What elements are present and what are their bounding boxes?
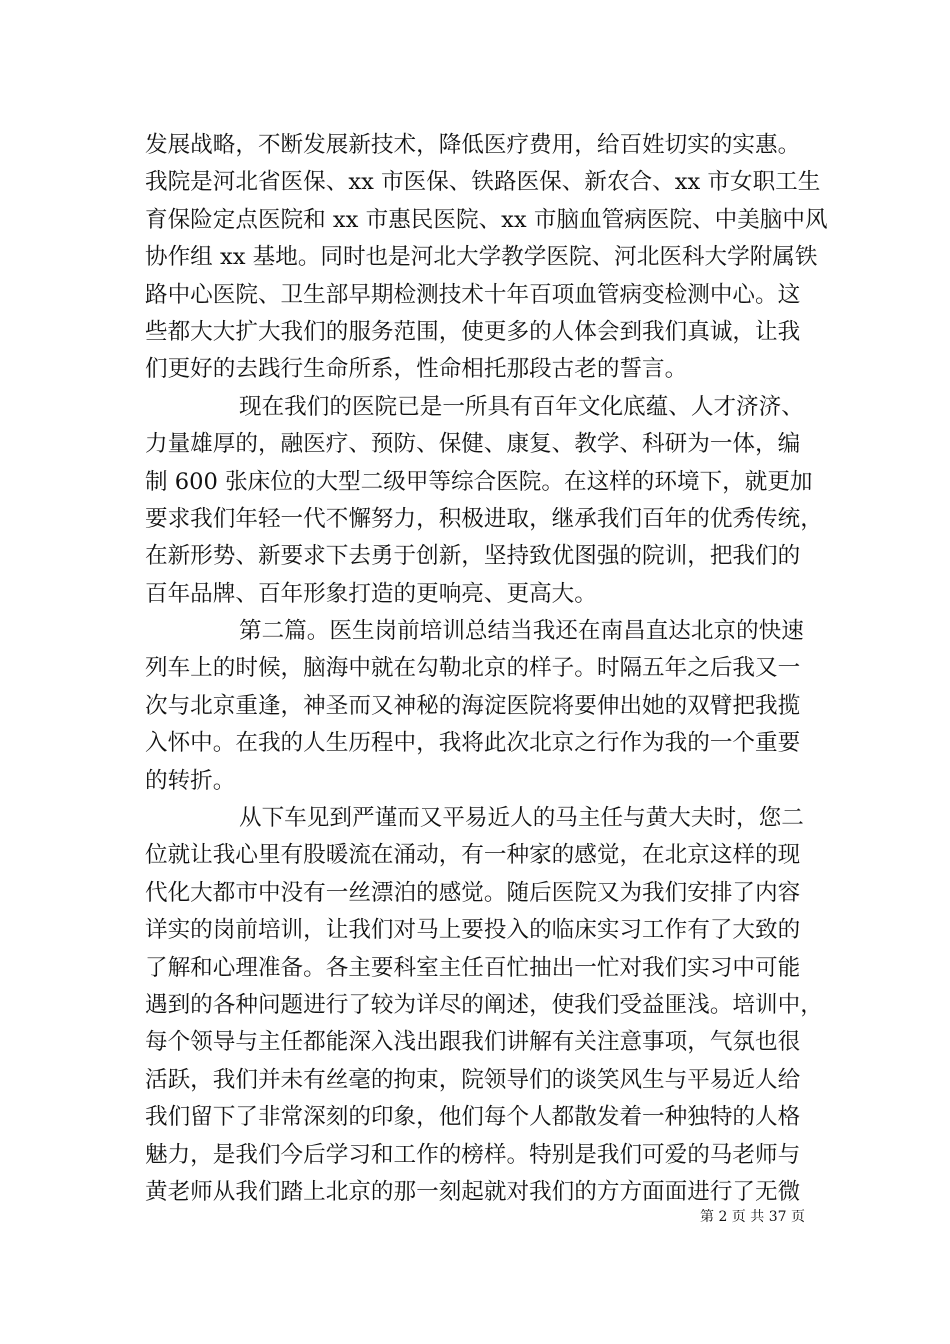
text-line: 我们留下了非常深刻的印象，他们每个人都散发着一种独特的人格 [145, 1104, 801, 1131]
text-line: 次与北京重逢，神圣而又神秘的海淀医院将要伸出她的双臂把我揽 [145, 692, 801, 719]
text-line: 从下车见到严谨而又平易近人的马主任与黄大夫时，您二 [239, 805, 804, 832]
text-line: 了解和心理准备。各主要科室主任百忙抽出一忙对我们实习中可能 [145, 954, 801, 981]
text-line: 要求我们年轻一代不懈努力，积极进取，继承我们百年的优秀传统， [145, 505, 823, 532]
text-line: 发展战略，不断发展新技术，降低医疗费用，给百姓切实的实惠。 [145, 132, 801, 158]
text-line: 黄老师从我们踏上北京的那一刻起就对我们的方方面面进行了无微 [145, 1178, 801, 1205]
text-line: 在新形势、新要求下去勇于创新，坚持致优图强的院训，把我们的 [145, 543, 801, 570]
page-footer: 第 2 页 共 37 页 [700, 1209, 805, 1225]
text-line: 魅力，是我们今后学习和工作的榜样。特别是我们可爱的马老师与 [145, 1141, 801, 1168]
text-line: 现在我们的医院已是一所具有百年文化底蕴、人才济济、 [239, 393, 804, 420]
text-line: 制 600 张床位的大型二级甲等综合医院。在这样的环境下，就更加 [145, 468, 813, 495]
text-line: 力量雄厚的，融医疗、预防、保健、康复、教学、科研为一体，编 [145, 431, 801, 458]
paragraph [145, 127, 828, 389]
text-line: 的转折。 [145, 767, 236, 794]
text-line: 活跃，我们并未有丝毫的拘束，院领导们的谈笑风生与平易近人给 [145, 1066, 801, 1093]
text-line: 代化大都市中没有一丝漂泊的感觉。随后医院又为我们安排了内容 [145, 879, 801, 906]
text-line: 些都大大扩大我们的服务范围，使更多的人体会到我们真诚，让我 [145, 318, 801, 345]
text-line: 第二篇。医生岗前培训总结当我还在南昌直达北京的快速 [239, 618, 804, 645]
text-line: 入怀中。在我的人生历程中，我将此次北京之行作为我的一个重要 [145, 730, 801, 757]
paragraph [145, 389, 823, 613]
text-line: 百年品牌、百年形象打造的更响亮、更高大。 [145, 580, 597, 607]
text-line: 遇到的各种问题进行了较为详尽的阐述，使我们受益匪浅。培训中， [145, 991, 823, 1018]
text-line: 每个领导与主任都能深入浅出跟我们讲解有关注意事项，气氛也很 [145, 1029, 801, 1056]
paragraph [145, 613, 815, 800]
text-line: 详实的岗前培训，让我们对马上要投入的临床实习工作有了大致的 [145, 917, 801, 944]
text-line: 我院是河北省医保、xx 市医保、铁路医保、新农合、xx 市女职工生 [145, 169, 821, 196]
text-line: 列车上的时候，脑海中就在勾勒北京的样子。时隔五年之后我又一 [145, 655, 801, 682]
document-body [145, 127, 828, 1211]
text-line: 育保险定点医院和 xx 市惠民医院、xx 市脑血管病医院、中美脑中风 [145, 206, 828, 233]
text-line: 位就让我心里有股暖流在涌动，有一种家的感觉，在北京这样的现 [145, 842, 801, 869]
text-line: 协作组 xx 基地。同时也是河北大学教学医院、河北医科大学附属铁 [145, 244, 818, 271]
text-line: 们更好的去践行生命所系，性命相托那段古老的誓言。 [145, 356, 688, 383]
text-line: 路中心医院、卫生部早期检测技术十年百项血管病变检测中心。这 [145, 281, 801, 308]
paragraph [145, 800, 823, 1211]
